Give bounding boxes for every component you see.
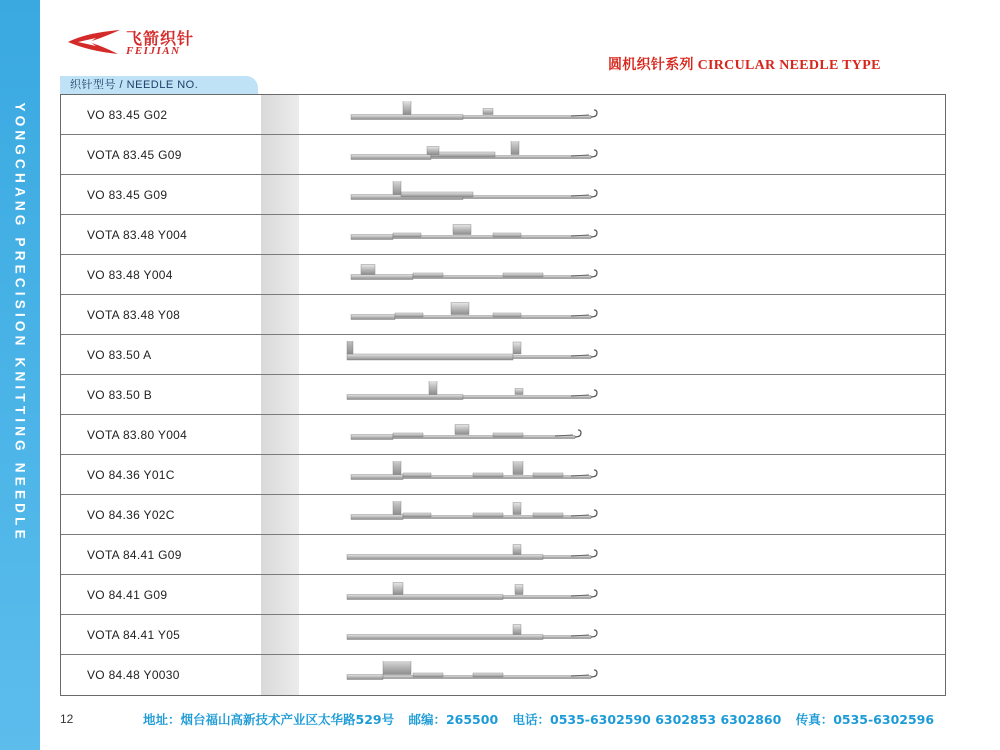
needle-drawing bbox=[343, 221, 643, 249]
needle-row bbox=[61, 375, 945, 415]
needle-shank bbox=[351, 155, 431, 160]
needle-model-label: VO 84.48 Y0030 bbox=[87, 668, 180, 682]
needle-hook bbox=[591, 510, 597, 517]
needle-hook bbox=[591, 390, 597, 397]
needle-shank bbox=[351, 515, 403, 520]
needle-butt bbox=[483, 109, 493, 115]
needle-row bbox=[61, 415, 945, 455]
brand-logo bbox=[66, 24, 206, 60]
needle-butt bbox=[513, 342, 521, 354]
needle-step bbox=[393, 433, 423, 437]
brand-name-cn: 飞箭织针 bbox=[126, 29, 195, 48]
needle-butt bbox=[347, 341, 353, 354]
needle-drawing bbox=[343, 541, 643, 569]
needle-stem bbox=[543, 636, 591, 639]
needle-butt bbox=[393, 461, 401, 475]
needle-drawing bbox=[343, 301, 643, 329]
needle-butt bbox=[513, 545, 521, 555]
needle-model-label: VO 83.48 Y004 bbox=[87, 268, 173, 282]
needle-model-label: VO 83.50 A bbox=[87, 348, 152, 362]
needle-drawing bbox=[343, 661, 643, 689]
needle-shank bbox=[351, 315, 395, 320]
needle-model-label: VOTA 83.48 Y08 bbox=[87, 308, 181, 322]
needle-butt bbox=[427, 147, 439, 155]
needle-drawing bbox=[343, 421, 643, 449]
needle-model-label: VOTA 84.41 Y05 bbox=[87, 628, 181, 642]
needle-shank bbox=[351, 235, 393, 240]
needle-row bbox=[61, 535, 945, 575]
needle-model-label: VO 83.50 B bbox=[87, 388, 153, 402]
footer-phone: 电话：0535-6302590 6302853 6302860 bbox=[512, 712, 782, 727]
needle-row bbox=[61, 295, 945, 335]
needle-table bbox=[60, 94, 946, 696]
needle-drawing bbox=[343, 261, 643, 289]
needle-drawing bbox=[343, 341, 643, 369]
needle-shank bbox=[347, 635, 543, 640]
needle-hook bbox=[591, 670, 597, 677]
needle-step bbox=[473, 473, 503, 477]
needle-row bbox=[61, 175, 945, 215]
needle-row bbox=[61, 135, 945, 175]
needle-butt bbox=[515, 585, 523, 595]
needle-row bbox=[61, 575, 945, 615]
needle-shank bbox=[347, 675, 383, 680]
needle-step bbox=[413, 673, 443, 677]
needle-hook bbox=[591, 230, 597, 237]
page-number: 12 bbox=[60, 712, 74, 726]
needle-drawing bbox=[343, 141, 643, 169]
needle-row bbox=[61, 255, 945, 295]
needle-model-label: VOTA 83.45 G09 bbox=[87, 148, 182, 162]
needle-step bbox=[413, 273, 443, 277]
needle-model-label: VO 84.41 G09 bbox=[87, 588, 168, 602]
needle-step bbox=[493, 313, 521, 317]
needle-model-label: VOTA 84.41 G09 bbox=[87, 548, 182, 562]
needle-shank bbox=[347, 555, 543, 560]
needle-step bbox=[431, 152, 495, 157]
needle-model-label: VO 83.45 G02 bbox=[87, 108, 168, 122]
needle-shank bbox=[347, 354, 513, 360]
needle-hook bbox=[591, 190, 597, 197]
needle-model-label: VOTA 83.48 Y004 bbox=[87, 228, 188, 242]
needle-hook bbox=[591, 470, 597, 477]
needle-step bbox=[393, 233, 421, 237]
needle-no-tab: 织针型号 / NEEDLE NO. bbox=[60, 76, 258, 94]
needle-shank bbox=[351, 475, 403, 480]
needle-drawing bbox=[343, 581, 643, 609]
needle-step bbox=[403, 513, 431, 517]
needle-row bbox=[61, 655, 945, 695]
needle-drawing bbox=[343, 101, 643, 129]
footer-fax: 传真：0535-6302596 bbox=[795, 712, 935, 727]
needle-shank bbox=[347, 395, 463, 400]
needle-stem bbox=[543, 556, 591, 559]
needle-butt bbox=[513, 625, 521, 635]
brand-name-en: FEIJIAN bbox=[126, 45, 181, 57]
footer-contact bbox=[143, 710, 944, 728]
needle-hook bbox=[591, 270, 597, 277]
footer-address: 地址：烟台福山高新技术产业区太华路529号 bbox=[143, 712, 395, 727]
needle-step bbox=[395, 313, 423, 317]
sidebar-caption-text: YONGCHANG PRECISION KNITTING NEEDLE bbox=[12, 102, 28, 543]
needle-hook bbox=[591, 590, 597, 597]
needle-butt bbox=[403, 101, 411, 115]
needle-butt bbox=[455, 425, 469, 435]
needle-step bbox=[493, 233, 521, 237]
needle-drawing bbox=[343, 181, 643, 209]
needle-butt bbox=[453, 225, 471, 235]
arrow-plane-logo-icon bbox=[66, 26, 122, 58]
needle-model-label: VO 84.36 Y02C bbox=[87, 508, 175, 522]
needle-shank bbox=[347, 595, 503, 600]
needle-hook bbox=[591, 110, 597, 117]
needle-hook bbox=[591, 350, 597, 357]
needle-drawing bbox=[343, 381, 643, 409]
needle-butt bbox=[393, 501, 401, 515]
needle-row bbox=[61, 215, 945, 255]
needle-step bbox=[533, 473, 563, 477]
needle-butt bbox=[451, 303, 469, 315]
series-title: 圆机织针系列 CIRCULAR NEEDLE TYPE bbox=[608, 58, 881, 73]
needle-hook bbox=[591, 150, 597, 157]
needle-stem bbox=[393, 236, 591, 239]
needle-butt bbox=[429, 381, 437, 395]
needle-drawing bbox=[343, 501, 643, 529]
needle-step bbox=[473, 673, 503, 677]
needle-shank bbox=[351, 115, 463, 120]
needle-model-label: VOTA 83.80 Y004 bbox=[87, 428, 188, 442]
needle-step bbox=[503, 273, 543, 277]
needle-hook bbox=[591, 550, 597, 557]
needle-hook bbox=[591, 310, 597, 317]
sidebar-band bbox=[0, 0, 40, 750]
needle-butt bbox=[513, 461, 523, 475]
needle-butt bbox=[393, 181, 401, 195]
needle-model-label: VO 84.36 Y01C bbox=[87, 468, 175, 482]
needle-drawing bbox=[343, 621, 643, 649]
needle-butt bbox=[383, 661, 411, 675]
footer-postcode: 邮编：265500 bbox=[408, 712, 499, 727]
needle-hook bbox=[575, 430, 581, 437]
needle-step bbox=[533, 513, 563, 517]
needle-butt bbox=[393, 583, 403, 595]
needle-step bbox=[403, 473, 431, 477]
needle-model-label: VO 83.45 G09 bbox=[87, 188, 168, 202]
needle-butt bbox=[361, 265, 375, 275]
needle-butt bbox=[515, 389, 523, 395]
needle-step bbox=[401, 192, 473, 197]
needle-shank bbox=[351, 435, 393, 440]
needle-butt bbox=[513, 503, 521, 515]
needle-step bbox=[493, 433, 523, 437]
needle-row bbox=[61, 615, 945, 655]
needle-step bbox=[473, 513, 503, 517]
needle-row bbox=[61, 495, 945, 535]
needle-row bbox=[61, 95, 945, 135]
needle-row bbox=[61, 455, 945, 495]
needle-row bbox=[61, 335, 945, 375]
needle-butt bbox=[511, 141, 519, 155]
needle-hook bbox=[591, 630, 597, 637]
needle-drawing bbox=[343, 461, 643, 489]
needle-shank bbox=[351, 275, 413, 280]
